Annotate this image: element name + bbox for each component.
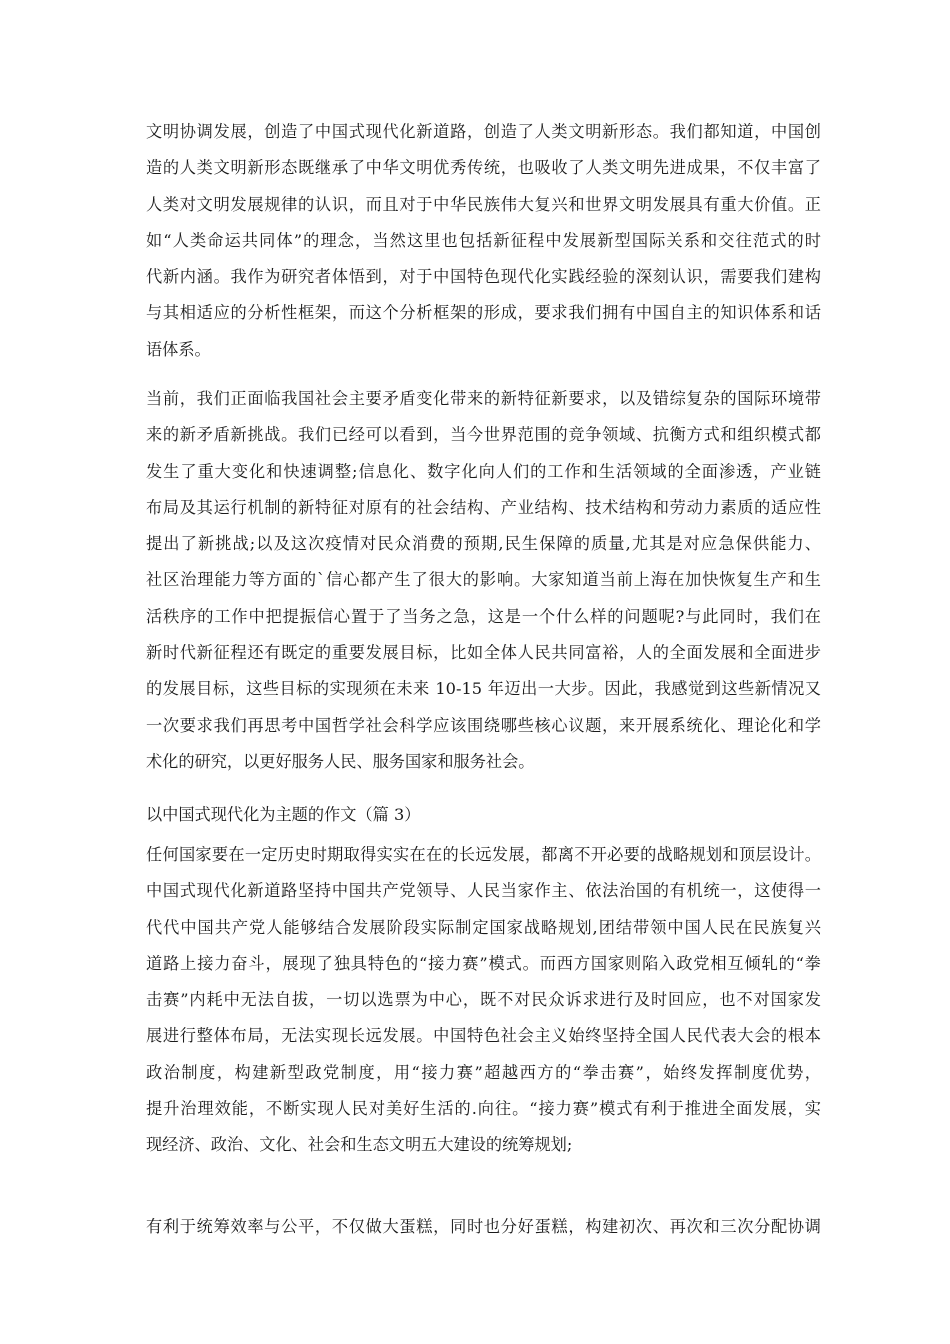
paragraph-line: 如“人类命运共同体”的理念，当然这里也包括新征程中发展新型国际关系和交往范式的时 — [146, 230, 821, 250]
paragraph-line: 造的人类文明新形态既继承了中华文明优秀传统，也吸收了人类文明先进成果，不仅丰富了 — [146, 158, 821, 178]
paragraph-line: 语体系。 — [146, 339, 211, 359]
paragraph-line: 布局及其运行机制的新特征对原有的社会结构、产业结构、技术结构和劳动力素质的适应性 — [146, 497, 821, 517]
paragraph-line: 提出了新挑战;以及这次疫情对民众消费的预期,民生保障的质量,尤其是对应急保供能力、 — [146, 534, 821, 554]
paragraph-line: 文明协调发展，创造了中国式现代化新道路，创造了人类文明新形态。我们都知道，中国创 — [146, 122, 821, 141]
paragraph-line: 政治制度，构建新型政党制度，用“接力赛”超越西方的“拳击赛”，始终发挥制度优势， — [146, 1062, 821, 1082]
paragraph-line: 发生了重大变化和快速调整;信息化、数字化向人们的工作和生活领域的全面渗透，产业链 — [146, 461, 821, 481]
section-heading — [146, 797, 821, 833]
paragraph-line: 击赛”内耗中无法自拔，一切以选票为中心，既不对民众诉求进行及时回应，也不对国家发 — [146, 990, 821, 1010]
paragraph-line: 人类对文明发展规律的认识，而且对于中华民族伟大复兴和世界文明发展具有重大价值。正 — [146, 194, 821, 214]
paragraph-line: 代新内涵。我作为研究者体悟到，对于中国特色现代化实践经验的深刻认识，需要我们建构 — [146, 267, 821, 287]
paragraph-line: 术化的研究，以更好服务人民、服务国家和服务社会。 — [146, 751, 535, 771]
paragraph-line: 提升治理效能，不断实现人民对美好生活的.向往。“接力赛”模式有利于推进全面发展，实 — [146, 1099, 821, 1119]
paragraph-line: 任何国家要在一定历史时期取得实实在在的长远发展，都离不开必要的战略规划和顶层设计。 — [146, 845, 821, 864]
paragraph-line: 活秩序的工作中把提振信心置于了当务之急，这是一个什么样的问题呢?与此同时，我们在 — [146, 606, 821, 626]
paragraph-line: 道路上接力奋斗，展现了独具特色的“接力赛”模式。而西方国家则陷入政党相互倾轧的“拳 — [146, 953, 821, 973]
paragraph-line: 代代中国共产党人能够结合发展阶段实际制定国家战略规划,团结带领中国人民在民族复兴 — [146, 917, 821, 937]
paragraph-line: 有利于统筹效率与公平，不仅做大蛋糕，同时也分好蛋糕，构建初次、再次和三次分配协调 — [146, 1217, 821, 1236]
section-heading-text: 以中国式现代化为主题的作文（篇 3） — [146, 805, 421, 824]
paragraph-line: 展进行整体布局，无法实现长远发展。中国特色社会主义始终坚持全国人民代表大会的根本 — [146, 1026, 821, 1046]
paragraph-line: 新时代新征程还有既定的重要发展目标，比如全体人民共同富裕，人的全面发展和全面进步 — [146, 643, 821, 663]
paragraph-1 — [146, 114, 821, 368]
paragraph-3 — [146, 837, 821, 1164]
paragraph-line: 一次要求我们再思考中国哲学社会科学应该围绕哪些核心议题，来开展系统化、理论化和学 — [146, 715, 821, 735]
paragraph-line: 的发展目标，这些目标的实现须在未来 10-15 年迈出一大步。因此，我感觉到这些新情况又 — [146, 679, 821, 699]
paragraph-line: 中国式现代化新道路坚持中国共产党领导、人民当家作主、依法治国的有机统一，这使得一 — [146, 881, 821, 901]
paragraph-4 — [146, 1209, 821, 1245]
paragraph-2 — [146, 381, 821, 780]
paragraph-line: 当前，我们正面临我国社会主要矛盾变化带来的新特征新要求，以及错综复杂的国际环境带 — [146, 389, 821, 408]
paragraph-line: 与其相适应的分析性框架，而这个分析框架的形成，要求我们拥有中国自主的知识体系和话 — [146, 303, 821, 323]
paragraph-line: 来的新矛盾新挑战。我们已经可以看到，当今世界范围的竞争领域、抗衡方式和组织模式都 — [146, 425, 821, 445]
paragraph-line: 社区治理能力等方面的`信心都产生了很大的影响。大家知道当前上海在加快恢复生产和生 — [146, 570, 821, 590]
paragraph-line: 现经济、政治、文化、社会和生态文明五大建设的统筹规划; — [146, 1135, 573, 1155]
